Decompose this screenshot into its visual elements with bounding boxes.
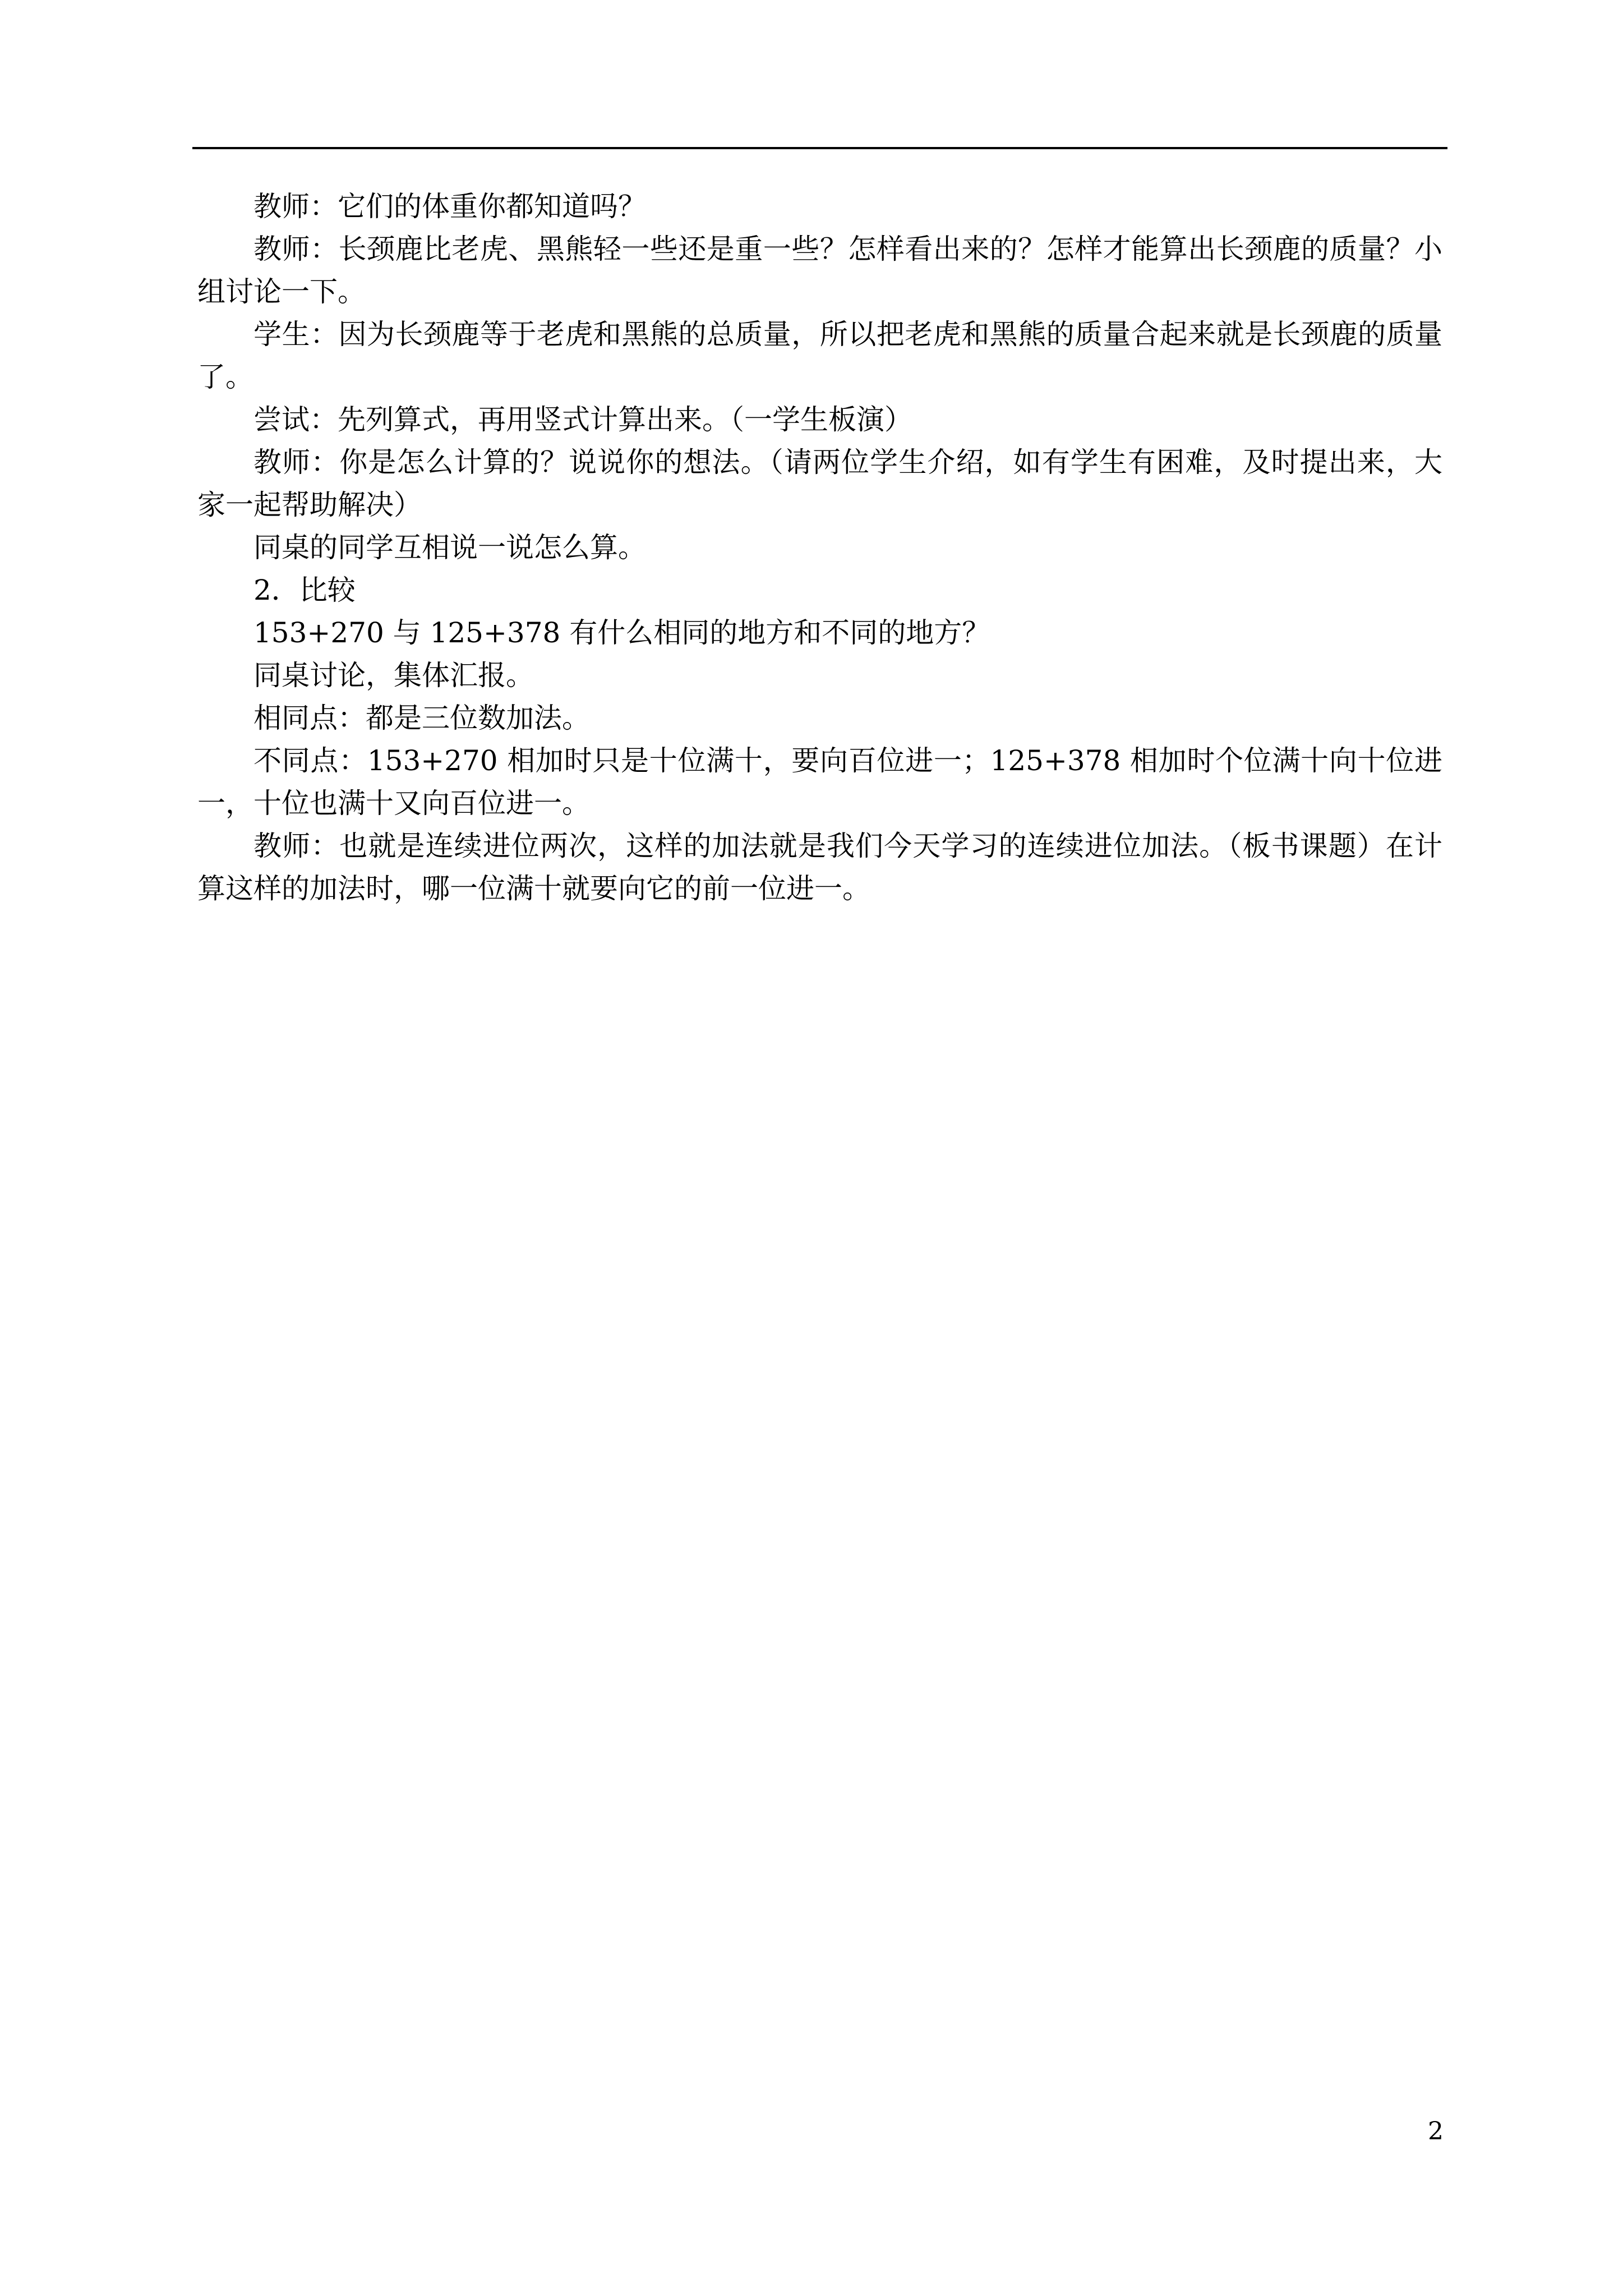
- page-number: 2: [1428, 2117, 1444, 2146]
- paragraph: 153+270 与 125+378 有什么相同的地方和不同的地方？: [253, 616, 990, 649]
- paragraph: 教师：长颈鹿比老虎、黑熊轻一些还是重一些？怎样看出来的？怎样才能算出长颈鹿的质量？小组讨论一下。: [197, 233, 1442, 308]
- paragraph: 学生：因为长颈鹿等于老虎和黑熊的总质量，所以把老虎和黑熊的质量合起来就是长颈鹿的质量了。: [197, 318, 1442, 393]
- header-rule: [192, 147, 1447, 149]
- paragraph: 尝试：先列算式，再用竖式计算出来。（一学生板演）: [253, 403, 912, 436]
- document-body: [197, 185, 1442, 910]
- paragraph: 同桌的同学互相说一说怎么算。: [253, 531, 646, 564]
- section-heading: 2．比较: [253, 574, 356, 606]
- paragraph: 教师：你是怎么计算的？说说你的想法。（请两位学生介绍，如有学生有困难，及时提出来，大家一起帮助解决）: [197, 446, 1442, 521]
- paragraph: 教师：它们的体重你都知道吗？: [253, 190, 646, 223]
- paragraph: 同桌讨论，集体汇报。: [253, 659, 534, 692]
- paragraph: 不同点：153+270 相加时只是十位满十，要向百位进一；125+378 相加时个位满十向十位进一，十位也满十又向百位进一。: [197, 744, 1442, 820]
- paragraph: 相同点：都是三位数加法。: [253, 702, 590, 734]
- paragraph: 教师：也就是连续进位两次，这样的加法就是我们今天学习的连续进位加法。（板书课题）在计算这样的加法时，哪一位满十就要向它的前一位进一。: [197, 830, 1442, 905]
